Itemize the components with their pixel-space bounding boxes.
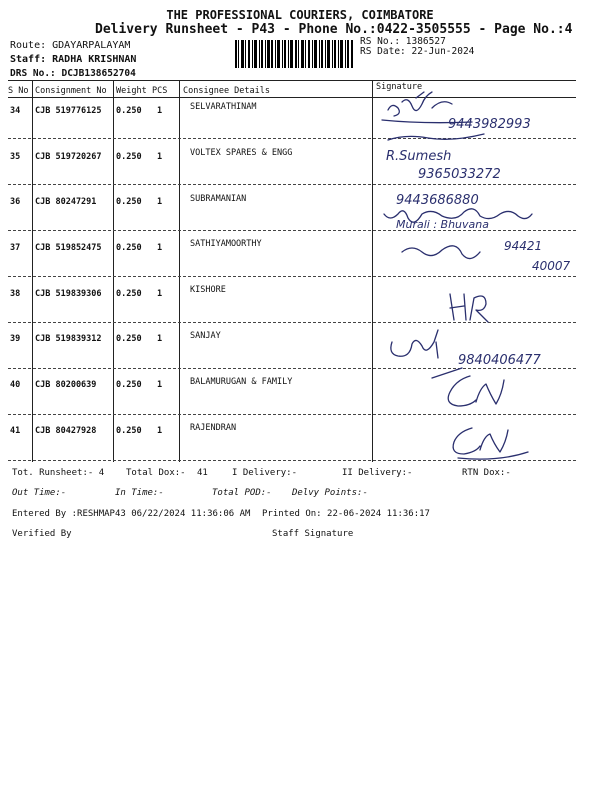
- row-consignment: CJB 80200639: [35, 380, 97, 390]
- row-consignee: VOLTEX SPARES & ENGG: [190, 148, 293, 158]
- rs-date: RS Date: 22-Jun-2024: [360, 46, 475, 57]
- staff-signature: Staff Signature: [272, 529, 354, 539]
- rs-number: RS No.: 1386527: [360, 36, 446, 47]
- barcode-image: [235, 40, 353, 68]
- signature-phone-39: 9840406477: [458, 353, 541, 368]
- signature-number-37b: 40007: [532, 259, 571, 273]
- row-weight: 0.250: [116, 380, 142, 390]
- signature-cn-40: CN: [452, 406, 454, 407]
- row-consignee: BALAMURUGAN & FAMILY: [190, 377, 293, 387]
- runsheet-subtitle: Delivery Runsheet - P43 - Phone No.:0422-3505555 - Page No.:4: [95, 22, 573, 37]
- signature-cn-41: CN: [456, 456, 458, 457]
- printed-on: Printed On: 22-06-2024 11:36:17: [262, 509, 430, 519]
- verified-by: Verified By: [12, 529, 72, 539]
- row-weight: 0.250: [116, 106, 142, 116]
- row-sno: 40: [10, 380, 21, 390]
- row-weight: 0.250: [116, 426, 142, 436]
- row-consignee: SUBRAMANIAN: [190, 194, 247, 204]
- row-pcs: 1: [157, 106, 163, 116]
- row-sno: 39: [10, 334, 21, 344]
- signature-name-36: Murali : Bhuvana: [396, 218, 489, 231]
- col-header-pcs: PCS: [152, 86, 168, 96]
- company-name: THE PROFESSIONAL COURIERS, COIMBATORE: [166, 8, 434, 22]
- row-sno: 34: [10, 106, 21, 116]
- signature-number-37a: 94421: [504, 239, 543, 253]
- out-time: Out Time:-: [12, 488, 67, 498]
- signature-phone-35: 9365033272: [418, 167, 501, 182]
- handwritten-signatures: [372, 80, 587, 470]
- col-header-sno: S No: [8, 86, 29, 96]
- route-label: Route: GDAYARPALAYAM: [10, 40, 131, 51]
- row-pcs: 1: [157, 380, 163, 390]
- col-header-signature: Signature: [376, 82, 423, 92]
- row-consignee: KISHORE: [190, 285, 226, 295]
- row-consignee: RAJENDRAN: [190, 423, 237, 433]
- col-header-weight: Weight: [116, 86, 147, 96]
- total-dox-value: 41: [197, 468, 208, 478]
- row-consignment: CJB 519776125: [35, 106, 102, 116]
- col-header-consignee: Consignee Details: [183, 86, 270, 96]
- row-pcs: 1: [157, 243, 163, 253]
- in-time: In Time:-: [115, 488, 164, 498]
- i-delivery: I Delivery:-: [232, 468, 298, 478]
- row-sno: 41: [10, 426, 21, 436]
- row-consignee: SELVARATHINAM: [190, 102, 257, 112]
- row-consignment: CJB 80427928: [35, 426, 97, 436]
- row-pcs: 1: [157, 426, 163, 436]
- row-weight: 0.250: [116, 289, 142, 299]
- rtn-dox: RTN Dox:-: [462, 468, 511, 478]
- row-sno: 37: [10, 243, 21, 253]
- row-pcs: 1: [157, 289, 163, 299]
- signature-name-35: R.Sumesh: [386, 149, 452, 164]
- total-dox-label: Total Dox:-: [126, 468, 186, 478]
- row-consignment: CJB 519720267: [35, 152, 102, 162]
- entered-by: Entered By :RESHMAP43 06/22/2024 11:36:06 AM: [12, 509, 251, 519]
- row-pcs: 1: [157, 152, 163, 162]
- row-consignment: CJB 519839306: [35, 289, 102, 299]
- col-header-consignment: Consignment No: [35, 86, 107, 96]
- row-consignee: SANJAY: [190, 331, 221, 341]
- row-weight: 0.250: [116, 243, 142, 253]
- row-sno: 36: [10, 197, 21, 207]
- row-consignee: SATHIYAMOORTHY: [190, 239, 262, 249]
- row-weight: 0.250: [116, 334, 142, 344]
- row-sno: 35: [10, 152, 21, 162]
- drs-number: DRS No.: DCJB138652704: [10, 68, 136, 79]
- ii-delivery: II Delivery:-: [342, 468, 413, 478]
- row-sno: 38: [10, 289, 21, 299]
- row-weight: 0.250: [116, 197, 142, 207]
- signature-phone-34: 9443982993: [448, 117, 531, 132]
- row-pcs: 1: [157, 197, 163, 207]
- row-consignment: CJB 80247291: [35, 197, 97, 207]
- tot-runsheet: Tot. Runsheet:- 4: [12, 468, 105, 478]
- row-pcs: 1: [157, 334, 163, 344]
- staff-label: Staff: RADHA KRISHNAN: [10, 54, 137, 65]
- total-pod: Total POD:-: [212, 488, 272, 498]
- row-consignment: CJB 519839312: [35, 334, 102, 344]
- signature-phone-36: 9443686880: [396, 193, 479, 208]
- row-consignment: CJB 519852475: [35, 243, 102, 253]
- row-weight: 0.250: [116, 152, 142, 162]
- delvy-points: Delvy Points:-: [292, 488, 368, 498]
- signature-hr-38: HR: [448, 324, 450, 325]
